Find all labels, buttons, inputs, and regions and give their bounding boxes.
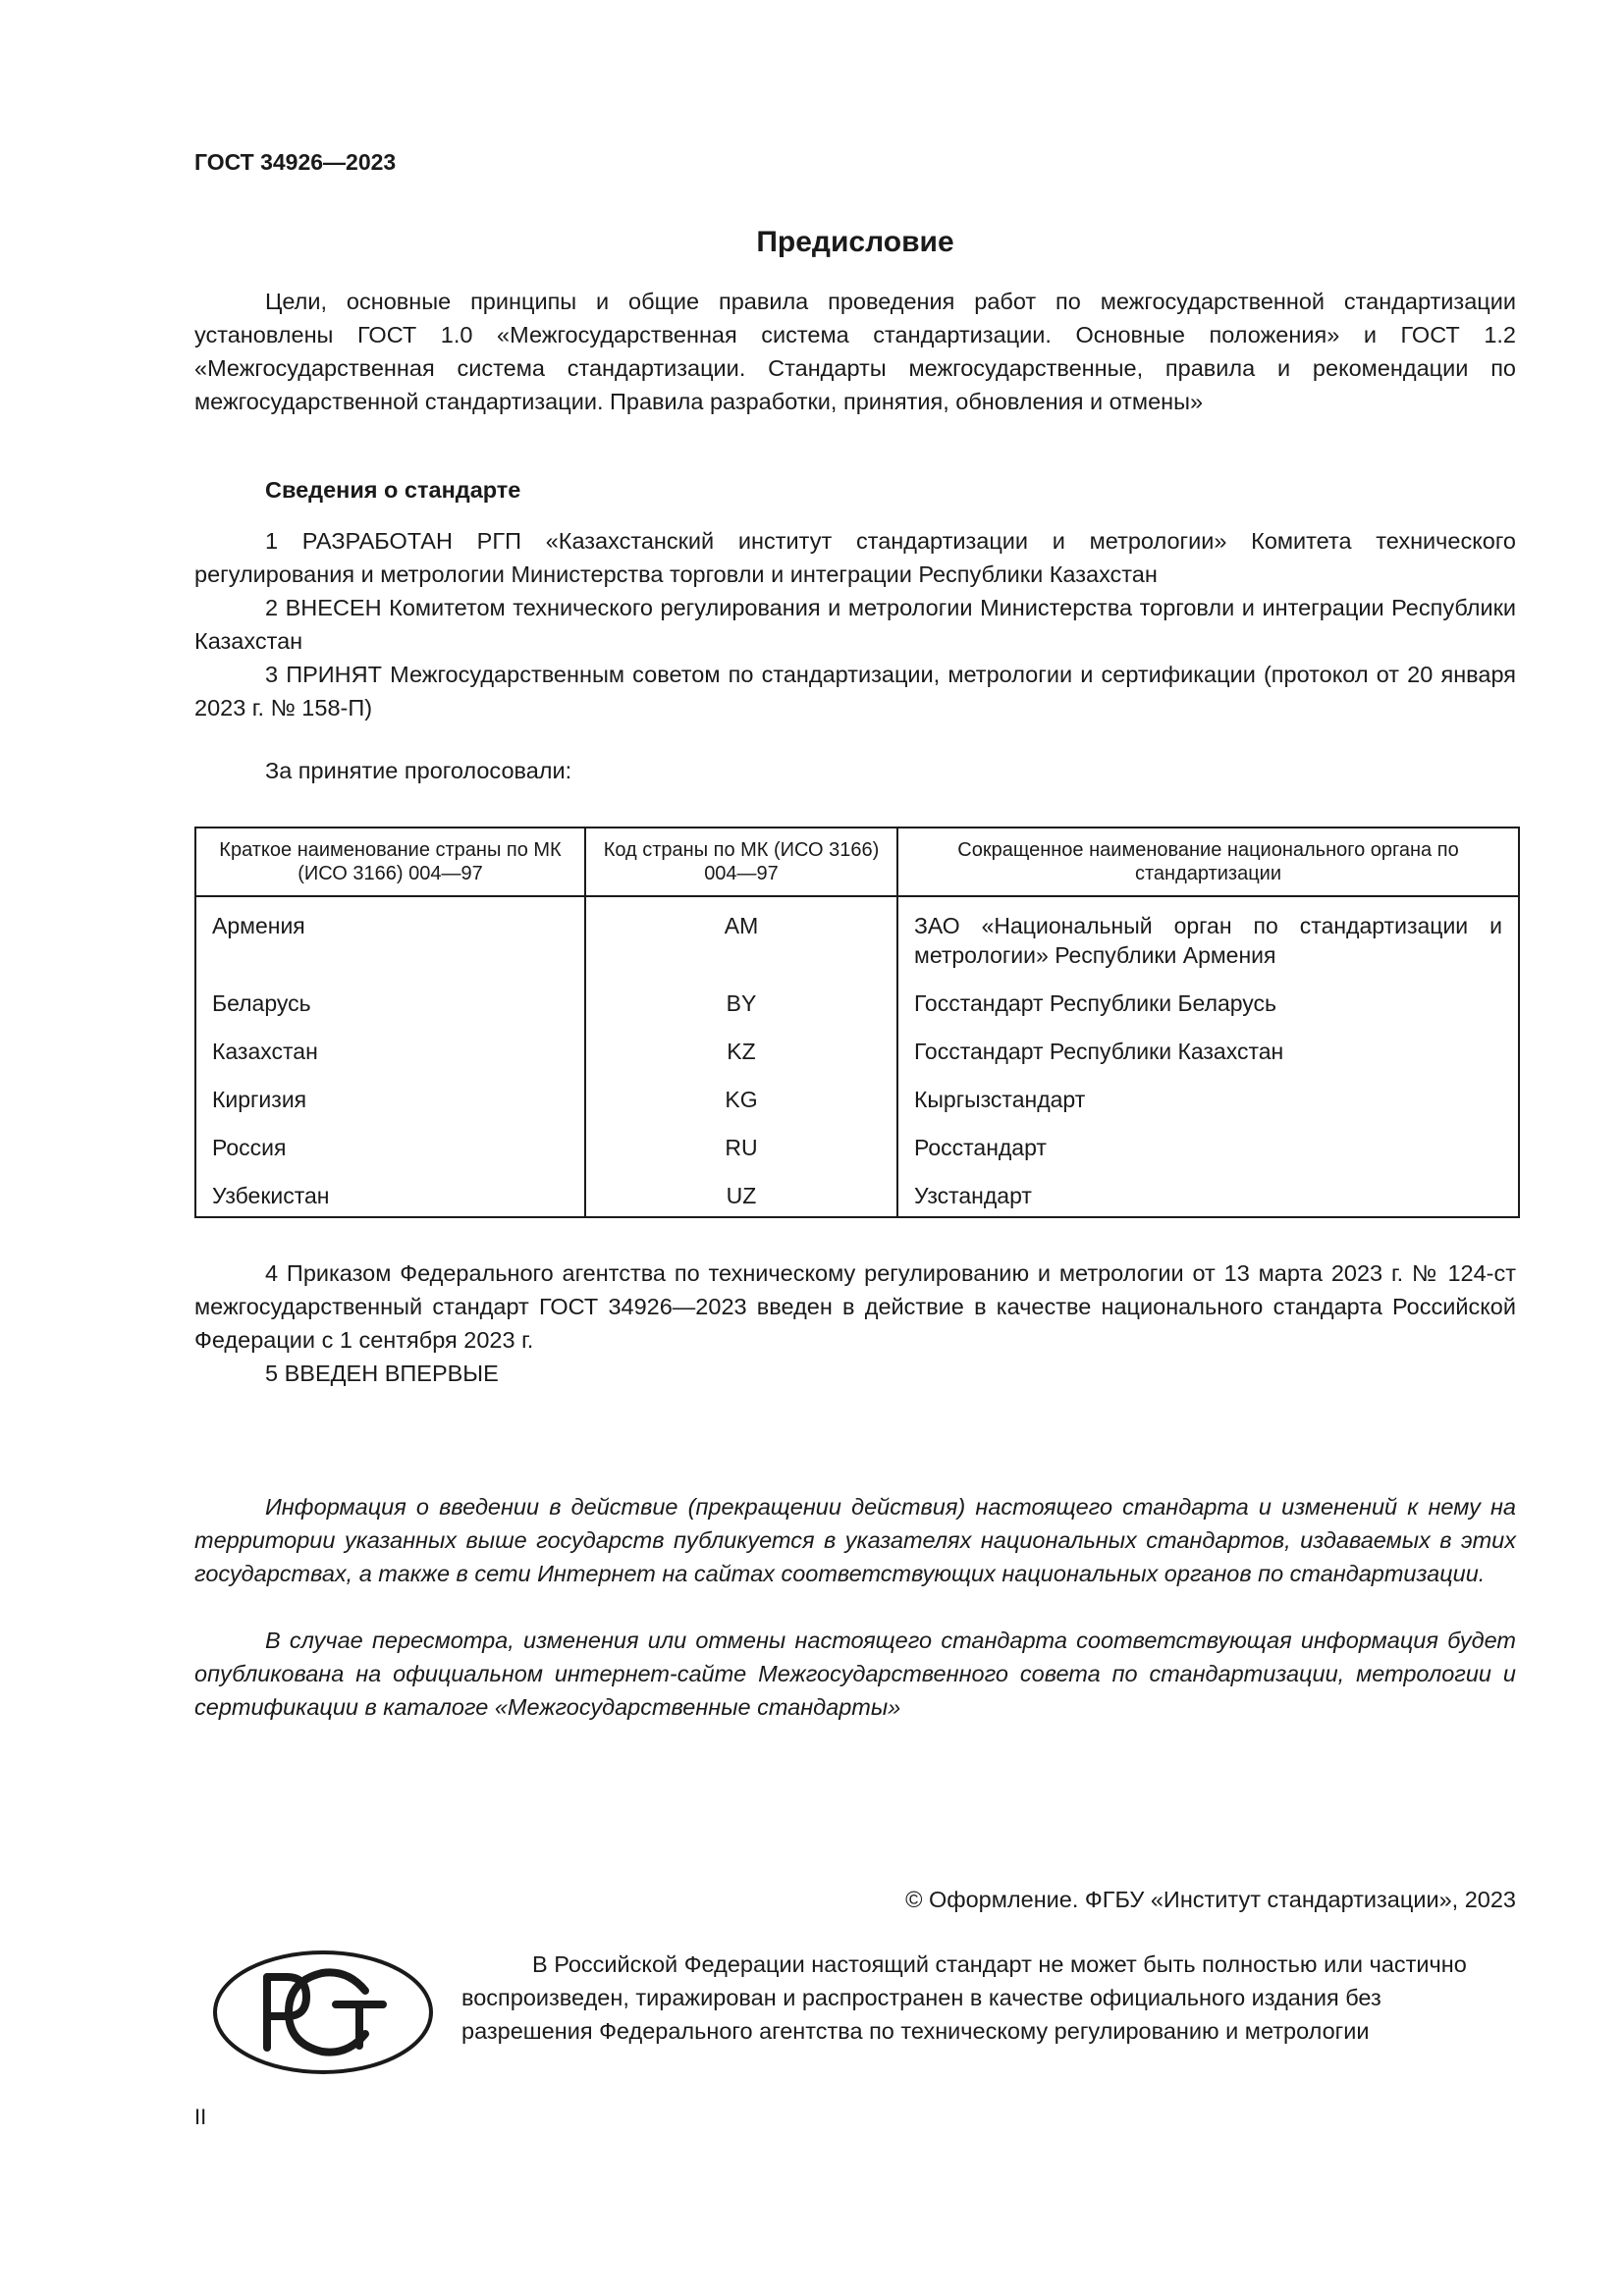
table-row: [195, 1124, 1519, 1172]
document-code: ГОСТ 34926—2023: [194, 149, 397, 175]
cell-country: Киргизия: [195, 1076, 585, 1124]
cell-country: Армения: [195, 896, 585, 980]
rst-mark-icon: [210, 1948, 436, 2082]
info-heading: Сведения о стандарте: [265, 477, 521, 503]
rights-notice: В Российской Федерации настоящий стандарт не может быть полностью или частично воспроизведен, тиражирован и распространен в качестве официального издания без разрешения Федерального агентства по техническому регулированию и метрологии: [461, 1951, 1467, 2044]
cell-code: AM: [585, 896, 897, 980]
cell-code: KZ: [585, 1028, 897, 1076]
table-row: [195, 1028, 1519, 1076]
votes-table: [194, 827, 1520, 1218]
page-title: Предисловие: [756, 226, 954, 258]
item-adopted: 3 ПРИНЯТ Межгосударственным советом по стандартизации, метрологии и сертификации (протокол от 20 января 2023 г. № 158-П): [194, 662, 1516, 721]
cell-code: RU: [585, 1124, 897, 1172]
header-country: Краткое наименование страны по МК (ИСО 3166) 004—97: [195, 828, 585, 896]
item-order: 4 Приказом Федерального агентства по техническому регулированию и метрологии от 13 марта 2023 г. № 124-ст межгосударственный стандарт ГОСТ 34926—2023 введен в действие в качестве национального стандарта Российской Федерации с 1 сентября 2023 г.: [194, 1260, 1516, 1353]
voted-label: За принятие проголосовали:: [265, 758, 572, 783]
cell-org: Госстандарт Республики Беларусь: [897, 980, 1519, 1028]
cell-org: Госстандарт Республики Казахстан: [897, 1028, 1519, 1076]
cell-org: ЗАО «Национальный орган по стандартизации и метрологии» Республики Армения: [897, 896, 1519, 980]
table-row: [195, 1076, 1519, 1124]
cell-country: Казахстан: [195, 1028, 585, 1076]
cell-code: KG: [585, 1076, 897, 1124]
notice-paragraph-1: Информация о введении в действие (прекращении действия) настоящего стандарта и изменений к нему на территории указанных выше государств публикуется в указателях национальных стандартов, издаваемых в этих государствах, а также в сети Интернет на сайтах соответствующих национальных органов по стандартизации.: [194, 1494, 1516, 1586]
cell-code: UZ: [585, 1172, 897, 1217]
cell-org: Кыргызстандарт: [897, 1076, 1519, 1124]
table-row: [195, 896, 1519, 980]
cell-org: Росстандарт: [897, 1124, 1519, 1172]
header-code: Код страны по МК (ИСО 3166) 004—97: [585, 828, 897, 896]
cell-country: Узбекистан: [195, 1172, 585, 1217]
notice-paragraph-2: В случае пересмотра, изменения или отмены настоящего стандарта соответствующая информация будет опубликована на официальном интернет-сайте Межгосударственного совета по стандартизации, метрологии и сертификации в каталоге «Межгосударственные стандарты»: [194, 1628, 1516, 1720]
copyright-notice: © Оформление. ФГБУ «Институт стандартизации», 2023: [905, 1887, 1516, 1912]
header-org: Сокращенное наименование национального органа по стандартизации: [897, 828, 1519, 896]
cell-country: Россия: [195, 1124, 585, 1172]
cell-country: Беларусь: [195, 980, 585, 1028]
table-header-row: [195, 828, 1519, 896]
item-developed: 1 РАЗРАБОТАН РГП «Казахстанский институт стандартизации и метрологии» Комитета технического регулирования и метрологии Министерства торговли и интеграции Республики Казахстан: [194, 528, 1516, 587]
page-number: II: [194, 2105, 207, 2129]
item-first: 5 ВВЕДЕН ВПЕРВЫЕ: [265, 1361, 499, 1386]
cell-org: Узстандарт: [897, 1172, 1519, 1217]
table-row: [195, 980, 1519, 1028]
table-row: [195, 1172, 1519, 1217]
intro-paragraph: Цели, основные принципы и общие правила проведения работ по межгосударственной стандартизации установлены ГОСТ 1.0 «Межгосударственная система стандартизации. Основные положения» и ГОСТ 1.2 «Межгосударственная система стандартизации. Стандарты межгосударственные, правила и рекомендации по межгосударственной стандартизации. Правила разработки, принятия, обновления и отмены»: [194, 289, 1516, 414]
item-submitted: 2 ВНЕСЕН Комитетом технического регулирования и метрологии Министерства торговли и интеграции Республики Казахстан: [194, 595, 1516, 654]
cell-code: BY: [585, 980, 897, 1028]
